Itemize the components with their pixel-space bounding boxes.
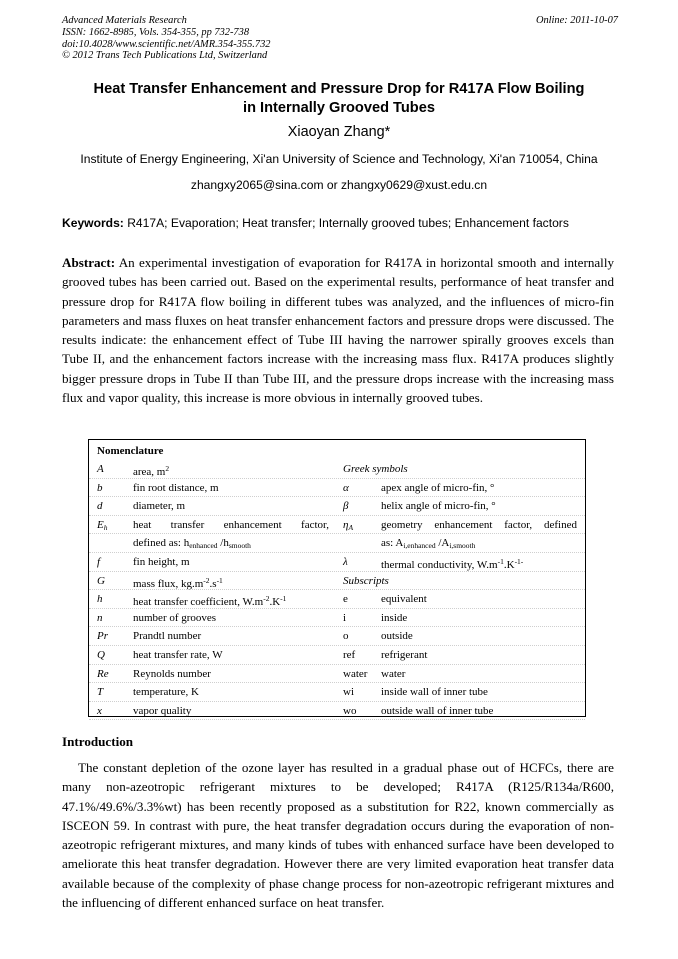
nomenclature-row-right <box>89 627 585 645</box>
nomenclature-symbol: ref <box>343 649 356 661</box>
description-text-mid: /h <box>217 537 229 550</box>
nomenclature-symbol: wi <box>343 686 354 699</box>
description-text: refrigerant <box>381 649 428 661</box>
author-name: Xiaoyan Zhang* <box>287 124 391 140</box>
nomenclature-symbol: β <box>343 500 349 513</box>
publication-header <box>62 15 618 62</box>
nomenclature-row-right <box>89 479 585 497</box>
description-text: outside <box>381 630 413 643</box>
description-text: diameter, m <box>133 500 186 513</box>
description-text: temperature, K <box>133 686 199 699</box>
description-superscript: -1 <box>280 594 287 604</box>
nomenclature-row-right <box>89 553 585 571</box>
nomenclature-row-right <box>89 572 585 590</box>
nomenclature-description <box>381 479 494 497</box>
nomenclature-symbol: T <box>97 686 104 699</box>
nomenclature-symbol-subscript: A <box>348 522 354 532</box>
nomenclature-description <box>381 646 427 664</box>
nomenclature-symbol: λ <box>343 556 348 568</box>
description-superscript: -1 <box>497 557 504 566</box>
description-text: helix angle of micro-fin, ° <box>381 500 496 513</box>
nomenclature-row-right <box>89 590 585 608</box>
description-text: vapor quality <box>133 704 192 717</box>
intro-text: The constant depletion of the ozone layer has resulted in a gradual phase out of HCFCs, there are many non-azeotropic refrigerant mixtures to be developed; R417A (R125/R134a/R600, 47.1%/49.6%/3.3%wt) has been recently proposed as a substitution for R22, known commercially as ISCEON 59. In contrast with pure, the heat transfer degradation occurs during the evaporation of non-azeotropic refrigerant mixtures, and many kinds of tubes with enhanced surface have been developed to ameliorate this heat transfer degradation. However there are very limited evaporation heat transfer data available because of the complexity of phase change process for non-azeotropic refrigerant mixtures and the influencing of different enhanced surface on heat transfer. <box>62 760 614 911</box>
nomenclature-symbol-subscript: h <box>103 522 108 532</box>
description-subscript: i,smooth <box>449 541 476 551</box>
nomenclature-symbol: Q <box>97 649 105 661</box>
description-text: heat transfer coefficient, W.m <box>133 596 264 609</box>
nomenclature-description <box>381 683 488 701</box>
description-text: defined as: h <box>133 537 190 550</box>
nomenclature-symbol: i <box>343 611 347 624</box>
description-text: fin root distance, m <box>133 481 219 494</box>
intro-heading: Introduction <box>62 734 134 749</box>
description-text: heat transfer enhancement factor, <box>133 518 329 531</box>
nomenclature-row-right <box>89 534 585 552</box>
nomenclature-box <box>88 439 586 717</box>
nomenclature-symbol: Re <box>97 667 109 680</box>
nomenclature-symbol: Greek symbols <box>343 463 408 475</box>
abstract-label: Abstract: <box>62 255 116 270</box>
online-date: Online: 2011-10-07 <box>535 15 618 26</box>
description-text: area, m <box>133 466 166 478</box>
nomenclature-symbol: Pr <box>97 630 108 643</box>
title-line-1: Heat Transfer Enhancement and Pressure Drop for R417A Flow Boiling <box>93 81 585 97</box>
description-superscript: -2 <box>263 594 270 604</box>
description-text: outside wall of inner tube <box>381 704 494 717</box>
nomenclature-symbol: Subscripts <box>343 574 389 587</box>
nomenclature-symbol: G <box>97 574 105 587</box>
description-superscript: -1- <box>514 557 524 566</box>
description-text: Reynolds number <box>133 667 211 680</box>
description-text: geometry enhancement factor, defined <box>381 518 577 531</box>
nomenclature-row-right <box>89 683 585 701</box>
description-superscript: 2 <box>165 464 170 473</box>
keywords-label: Keywords: <box>62 216 124 230</box>
nomenclature-symbol: d <box>97 500 103 513</box>
description-text: Prandtl number <box>133 630 202 643</box>
description-text: inside <box>381 611 408 624</box>
nomenclature-heading: Nomenclature <box>97 445 164 457</box>
paper-title <box>40 80 638 118</box>
nomenclature-row-right <box>89 609 585 627</box>
nomenclature-description <box>381 516 577 534</box>
description-superscript: -2 <box>203 575 210 585</box>
description-text-mid: /A <box>435 537 450 550</box>
author-email[interactable]: zhangxy2065@sina.com or zhangxy0629@xust.edu.cn <box>190 178 488 192</box>
description-text: mass flux, kg.m <box>133 577 204 590</box>
description-text-tail: .s <box>209 577 217 590</box>
description-text: equivalent <box>381 593 427 606</box>
description-text: number of grooves <box>133 611 217 624</box>
description-text: thermal conductivity, W.m <box>381 559 498 571</box>
description-text-tail: .K <box>269 596 281 609</box>
issn-line: ISSN: 1662-8985, Vols. 354-355, pp 732-738 <box>62 26 250 38</box>
nomenclature-symbol: $\eta_A$ <box>343 518 354 532</box>
abstract <box>62 253 614 407</box>
nomenclature-row-right <box>89 646 585 664</box>
nomenclature-description <box>381 609 407 627</box>
nomenclature-symbol: wo <box>343 704 357 717</box>
description-text: water <box>381 667 406 680</box>
description-text: heat transfer rate, W <box>133 649 223 661</box>
nomenclature-symbol: x <box>97 704 102 717</box>
nomenclature-description <box>381 627 413 645</box>
keywords-text: R417A; Evaporation; Heat transfer; Internally grooved tubes; Enhancement factors <box>127 216 569 230</box>
nomenclature-row-right <box>89 460 585 478</box>
nomenclature-symbol: f <box>97 556 101 568</box>
nomenclature-symbol: α <box>343 481 349 494</box>
title-line-2: in Internally Grooved Tubes <box>243 100 435 116</box>
nomenclature-description <box>381 590 427 608</box>
description-text-tail: .K <box>503 559 515 571</box>
nomenclature-row-right <box>89 665 585 683</box>
nomenclature-description <box>381 497 496 515</box>
nomenclature-row-right <box>89 702 585 720</box>
doi-line[interactable]: doi:10.4028/www.scientific.net/AMR.354-355.732 <box>62 38 271 50</box>
intro-paragraph <box>62 758 614 912</box>
nomenclature-symbol: h <box>97 593 103 606</box>
nomenclature-symbol: $E_h$ <box>97 518 108 532</box>
nomenclature-symbol: A <box>97 463 104 475</box>
nomenclature-symbol: b <box>97 481 103 494</box>
description-subscript: enhanced <box>189 541 218 551</box>
description-superscript: -1 <box>216 575 223 585</box>
nomenclature-symbol: e <box>343 593 348 606</box>
nomenclature-description <box>381 665 405 683</box>
nomenclature-description <box>381 702 493 720</box>
affiliation: Institute of Energy Engineering, Xi'an University of Science and Technology, Xi'an 710054, China <box>80 152 598 166</box>
copyright-line: © 2012 Trans Tech Publications Ltd, Switzerland <box>62 50 268 62</box>
nomenclature-row-right <box>89 516 585 534</box>
nomenclature-row-right <box>89 497 585 515</box>
nomenclature-symbol: water <box>343 667 368 680</box>
description-text: fin height, m <box>133 556 190 568</box>
nomenclature-symbol: n <box>97 611 103 624</box>
nomenclature-symbol: o <box>343 630 349 643</box>
description-text: apex angle of micro-fin, ° <box>381 481 495 494</box>
description-text: inside wall of inner tube <box>381 686 488 699</box>
journal-name: Advanced Materials Research <box>62 15 187 26</box>
description-text: as: A <box>381 537 404 550</box>
description-subscript: i,enhanced <box>403 541 436 551</box>
keywords-line <box>62 216 569 230</box>
abstract-text: An experimental investigation of evaporation for R417A in horizontal smooth and internally grooved tubes has been carried out. Based on the experimental results, performance of heat transfer and pressure drop for R417A flow boiling in different tubes was analyzed, and the influences of micro-fin parameters and mass fluxes on heat transfer enhancement factors and pressure drops were discussed. The results indicate: the enhancement effect of Tube III having the narrower spirally grooves excels than Tube II, and the enhancement factors increase with the increasing mass flux. R417A produces slightly bigger pressure drops in Tube II than Tube III, and the pressure drops increase with the increasing mass flux and vapor quality, this increase is more obvious in internally grooved tubes. <box>62 255 614 406</box>
description-subscript: smooth <box>228 541 251 551</box>
